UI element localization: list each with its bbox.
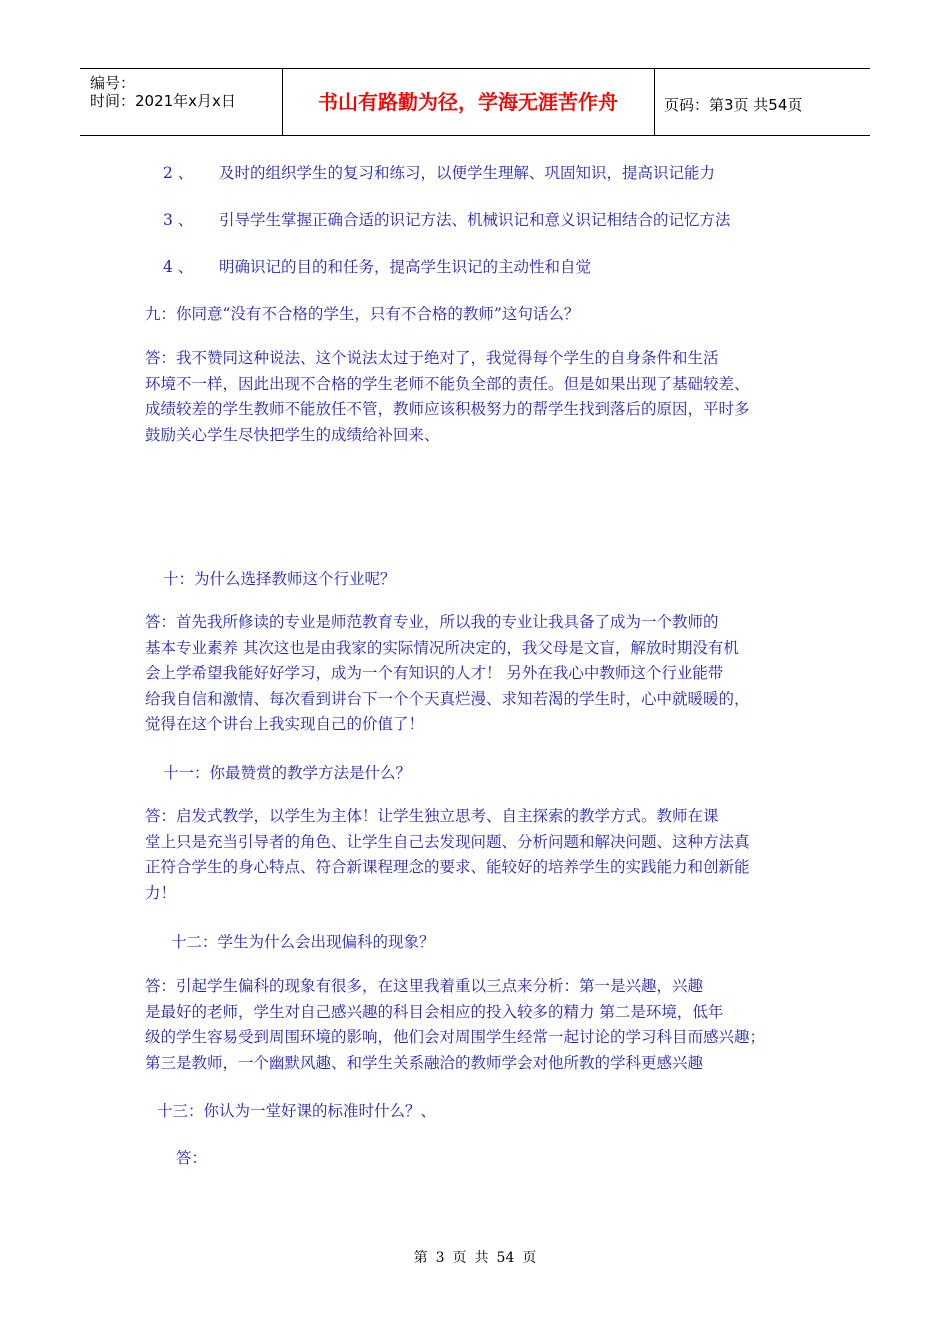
document-date: 时间：2021年x月x日 bbox=[90, 92, 236, 110]
answer-12: 答：引起学生偏科的现象有很多，在这里我着重以三点来分析：第一是兴趣，兴趣 是最好的老师，学生对自己感兴趣的科目会相应的投入较多的精力 第二是环境，低年 级的学生容易受到周围环境的影响，他们会对周围学生经常一起讨论的学习科目而感兴趣； 第三是教师，一个幽默风趣、和学生关系融洽的教师学会对他所教的学科更感兴趣 bbox=[145, 977, 766, 1072]
footer-label: 第 bbox=[413, 1250, 428, 1266]
answer-11: 答：启发式教学，以学生为主体！让学生独立思考、自主探索的教学方式。教师在课 堂上只是充当引导者的角色、让学生自己去发现问题、分析问题和解决问题、这种方法真 正符合学生的身心特点、符合新课程理念的要求、能较好的培养学生的实践能力和创新能 力！ bbox=[145, 807, 750, 902]
list-item-number: 3 、 bbox=[163, 211, 194, 229]
header-top-border bbox=[80, 68, 870, 69]
list-item-text: 引导学生掌握正确合适的识记方法、机械识记和意义识记相结合的记忆方法 bbox=[219, 211, 731, 229]
answer-10: 答：首先我所修读的专业是师范教育专业，所以我的专业让我具备了成为一个教师的 基本专业素养 其次这也是由我家的实际情况所决定的，我父母是文盲，解放时期没有机 会上学希望我能好好学习，成为一个有知识的人才！ 另外在我心中教师这个行业能带 给我自信和激情、每次看到讲台下一个个天真烂漫、求知若渴的学生时，心中就暖暖的， 觉得在这个讲台上我实现自己的价值了！ bbox=[145, 613, 750, 733]
header-page-code: 页码：第3页 共54页 bbox=[664, 96, 803, 114]
footer-label: 页 bbox=[452, 1250, 467, 1266]
footer-label: 页 bbox=[522, 1250, 537, 1266]
document-number-label: 编号： bbox=[90, 74, 136, 92]
list-item-text: 及时的组织学生的复习和练习，以便学生理解、巩固知识，提高识记能力 bbox=[219, 164, 716, 182]
header-motto: 书山有路勤为径，学海无涯苦作舟 bbox=[318, 90, 618, 114]
footer-label: 共 bbox=[474, 1250, 489, 1266]
footer-total-pages: 54 bbox=[496, 1250, 515, 1266]
answer-9: 答：我不赞同这种说法、这个说法太过于绝对了，我觉得每个学生的自身条件和生活 环境不一样，因此出现不合格的学生老师不能负全部的责任。但是如果出现了基础较差、 成绩较差的学生教师不能放任不管，教师应该积极努力的帮学生找到落后的原因，平时多 鼓励关心学生尽快把学生的成绩给补回来、 bbox=[145, 349, 750, 444]
question-13: 十三：你认为一堂好课的标准时什么？、 bbox=[157, 1102, 437, 1120]
header-divider-right bbox=[654, 68, 655, 136]
list-item-number: 2 、 bbox=[163, 164, 194, 182]
question-11: 十一：你最赞赏的教学方法是什么？ bbox=[163, 764, 412, 782]
footer-page-number: 3 bbox=[435, 1250, 445, 1266]
list-item-number: 4 、 bbox=[163, 258, 194, 276]
list-item-text: 明确识记的目的和任务，提高学生识记的主动性和自觉 bbox=[219, 258, 592, 276]
question-9: 九：你同意“没有不合格的学生，只有不合格的教师”这句话么？ bbox=[145, 305, 580, 323]
page-footer bbox=[0, 1247, 950, 1267]
question-10: 十：为什么选择教师这个行业呢？ bbox=[163, 570, 396, 588]
answer-13: 答： bbox=[176, 1149, 208, 1167]
header-bottom-border bbox=[80, 135, 870, 136]
question-12: 十二：学生为什么会出现偏科的现象？ bbox=[171, 933, 435, 951]
